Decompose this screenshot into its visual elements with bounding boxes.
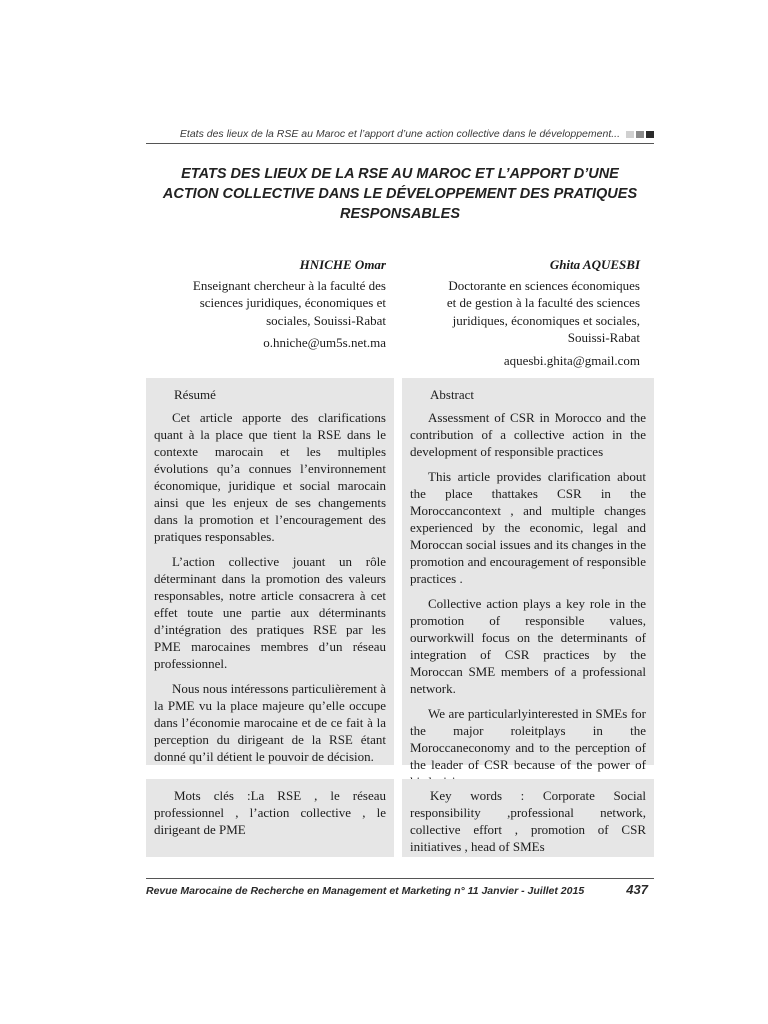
abstract-paragraph: Collective action plays a key role in the promotion of responsible values, ourworkwill focus on the determinants of integration of CSR practices by the Moroccan SME members of a professional network. <box>410 596 646 696</box>
keywords-en: Key words : Corporate Social responsibility ,professional network, collective effort , promotion of CSR initiatives , head of SMEs <box>410 788 646 854</box>
running-head-block-dark <box>646 131 654 138</box>
title-line: RESPONSABLES <box>339 206 461 222</box>
resume-paragraph: Nous nous intéressons particulièrement à la PME vu la place majeure qu’elle occupe dans l’économie marocaine et de ce fait à la perception du dirigeant de la RSE étant donné qu’il détient le pouvoir de décision. <box>154 681 386 764</box>
running-head <box>146 128 654 140</box>
resume-paragraph: Cet article apporte des clarifications quant à la place que tient la RSE dans le contexte marocain et les multiples évolutions qu’a connues l’environnement économique, juridique et social marocain ainsi que les enjeux de ses changements dans la promotion et l’encouragement des pratiques responsables. <box>154 410 386 544</box>
resume-paragraph: L’action collective jouant un rôle déterminant dans la promotion des valeurs responsables, notre article consacrera à cet effet toute une partie aux déterminants d’intégration des pratiques RSE par les PME marocaines membres d’un réseau professionnel. <box>154 554 386 671</box>
page-number: 437 <box>626 882 648 897</box>
author-affiliation-line: Doctorante en sciences économiques <box>448 277 640 293</box>
keywords-en-box <box>402 779 654 857</box>
page-footer <box>146 882 654 897</box>
author-affiliation-line: sciences juridiques, économiques et <box>199 295 386 310</box>
footer-rule <box>146 878 654 879</box>
author-email: o.hniche@um5s.net.ma <box>263 335 386 350</box>
abstract-paragraph: This article provides clarification about the place thattakes CSR in the Moroccancontext , and multiple changes experienced by the economic, legal and Moroccan social issues and its changes in the promotion and encouragement of responsible practices . <box>410 469 646 586</box>
keywords-fr: Mots clés :La RSE , le réseau professionnel , l’action collective , le dirigeant de PME <box>154 788 386 837</box>
author-affiliation-line: et de gestion à la faculté des sciences <box>446 295 640 310</box>
journal-name: Revue Marocaine de Recherche en Management et Marketing n° 11 Janvier - Juillet 2015 <box>146 885 585 897</box>
author-affiliation-line: juridiques, économiques et sociales, <box>452 312 640 328</box>
title-line: ETATS DES LIEUX DE LA RSE AU MAROC ET L’APPORT D’UNE <box>181 166 619 182</box>
abstract-paragraph: Assessment of CSR in Morocco and the contribution of a collective action in the development of responsible practices <box>410 410 646 459</box>
author-email: aquesbi.ghita@gmail.com <box>503 352 640 368</box>
author-affiliation-line: Souissi-Rabat <box>567 330 640 345</box>
abstract-box <box>402 378 654 772</box>
author-name: Ghita AQUESBI <box>549 257 640 272</box>
author-affiliation-line: sociales, Souissi-Rabat <box>266 312 386 328</box>
running-head-block-light <box>626 131 634 138</box>
author-affiliation-line: Enseignant chercheur à la faculté des <box>192 277 386 293</box>
header-rule <box>146 143 654 144</box>
title-line: ACTION COLLECTIVE DANS LE DÉVELOPPEMENT DES PRATIQUES <box>162 186 638 202</box>
abstract-heading: Abstract <box>430 387 475 402</box>
author-right <box>410 256 640 369</box>
keywords-fr-box <box>146 779 394 857</box>
author-name: HNICHE Omar <box>299 257 386 272</box>
article-title <box>146 164 654 224</box>
running-head-text: Etats des lieux de la RSE au Maroc et l’apport d’une action collective dans le développement... <box>179 128 620 140</box>
resume-box <box>146 378 394 765</box>
running-head-block-mid <box>636 131 644 138</box>
author-left <box>156 256 386 352</box>
resume-heading: Résumé <box>174 387 216 402</box>
abstract-paragraph: We are particularlyinterested in SMEs for the major roleitplays in the Moroccaneconomy and to the perception of the leader of CSR because of the power of <box>410 706 646 772</box>
running-head-blocks <box>626 131 654 138</box>
